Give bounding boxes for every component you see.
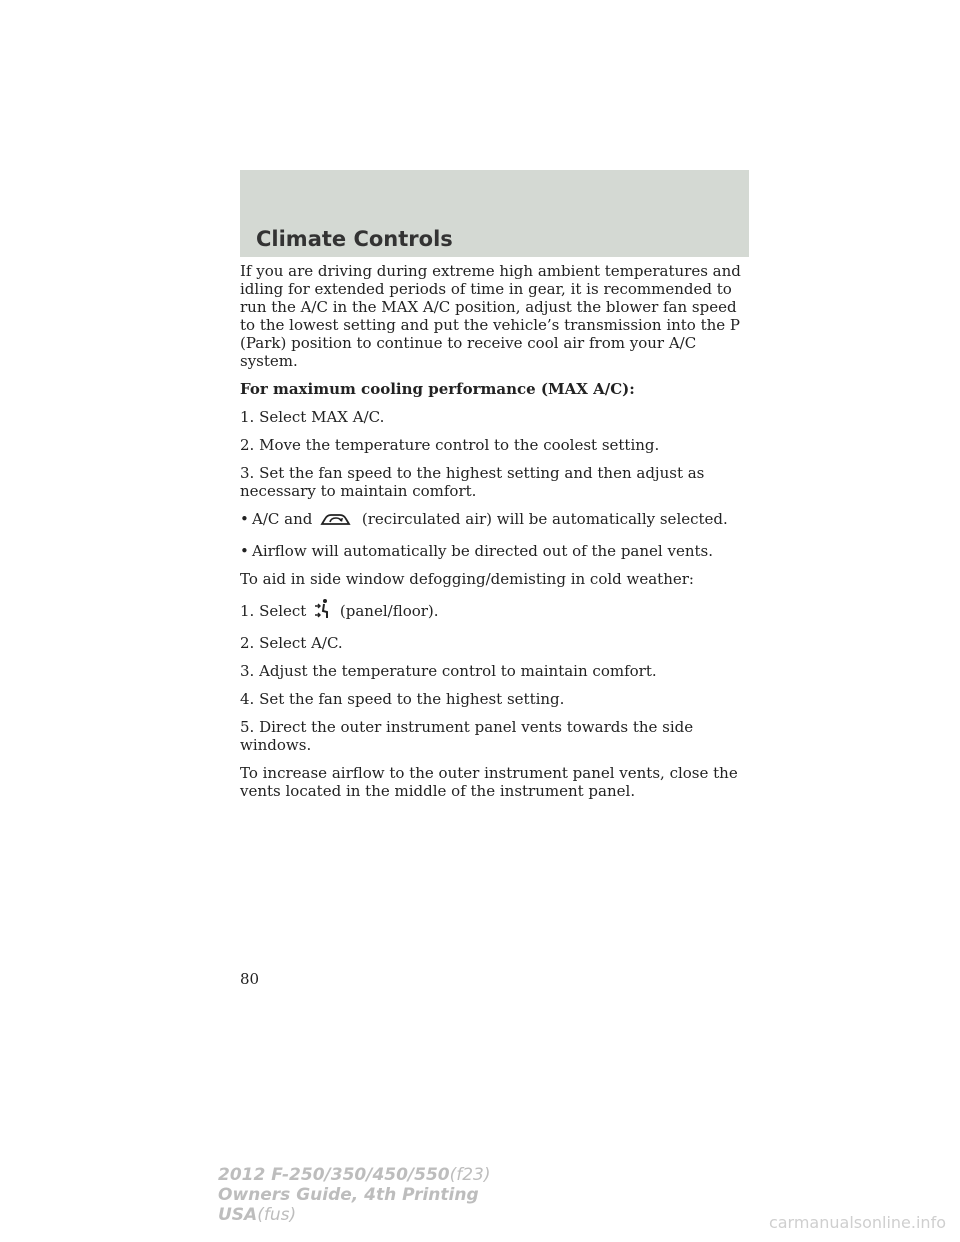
- max-step-1: 1. Select MAX A/C.: [240, 408, 385, 426]
- defog-step-1: [240, 598, 750, 624]
- footer-region: USA: [218, 1205, 258, 1225]
- airflow-note: To increase airflow to the outer instrument panel vents, close the vents located in the middle of the instrument panel.: [240, 764, 738, 800]
- footer-region-code: (fus): [257, 1205, 297, 1225]
- defog-intro: To aid in side window defogging/demisting in cold weather:: [240, 570, 694, 588]
- footer-line-2: Owners Guide, 4th Printing: [218, 1185, 479, 1205]
- defog-step-4: 4. Set the fan speed to the highest setting.: [240, 690, 565, 708]
- defog-step-3: 3. Adjust the temperature control to maintain comfort.: [240, 662, 657, 680]
- section-title: Climate Controls: [256, 227, 453, 251]
- max-step-3: 3. Set the fan speed to the highest setting and then adjust as necessary to maintain comfort.: [240, 464, 705, 500]
- defog-step-1-post: (panel/floor).: [339, 602, 439, 620]
- footer-line-3: [218, 1205, 491, 1225]
- defog-step-1-pre: 1. Select: [240, 602, 307, 620]
- bullet-airflow: [240, 542, 750, 560]
- panel-floor-icon: [313, 598, 331, 624]
- bullet-dot-icon: •: [240, 510, 249, 528]
- max-step-2: 2. Move the temperature control to the coolest setting.: [240, 436, 660, 454]
- bullet-2-text: Airflow will automatically be directed out of the panel vents.: [252, 542, 713, 560]
- defog-step-2: 2. Select A/C.: [240, 634, 343, 652]
- bullet-dot-icon: •: [240, 542, 249, 560]
- footer-line-1: [218, 1165, 491, 1185]
- page-number: 80: [240, 970, 260, 988]
- watermark: carmanualsonline.info: [768, 1213, 946, 1232]
- defog-step-5: 5. Direct the outer instrument panel vents towards the side windows.: [240, 718, 694, 754]
- footer-model: 2012 F-250/350/450/550: [218, 1165, 450, 1185]
- footer-model-code: (f23): [449, 1165, 491, 1185]
- max-cooling-heading: For maximum cooling performance (MAX A/C):: [240, 380, 635, 398]
- bullet-1-pre: A/C and: [252, 510, 313, 528]
- intro-paragraph: If you are driving during extreme high ambient temperatures and idling for extended periods of time in gear, it is recommended to run the A/C in the MAX A/C position, adjust the blower fan speed to the lowest setting and put the vehicle’s transmission into the P (Park) position to continue to receive cool air from your A/C system.: [240, 262, 741, 370]
- bullet-recirculate: [240, 510, 750, 532]
- document-footer: [218, 1165, 491, 1225]
- section-header-band: [240, 170, 749, 257]
- bullet-1-post: (recirculated air) will be automatically selected.: [361, 510, 728, 528]
- page-content: [240, 262, 750, 810]
- recirculated-air-icon: [319, 510, 353, 532]
